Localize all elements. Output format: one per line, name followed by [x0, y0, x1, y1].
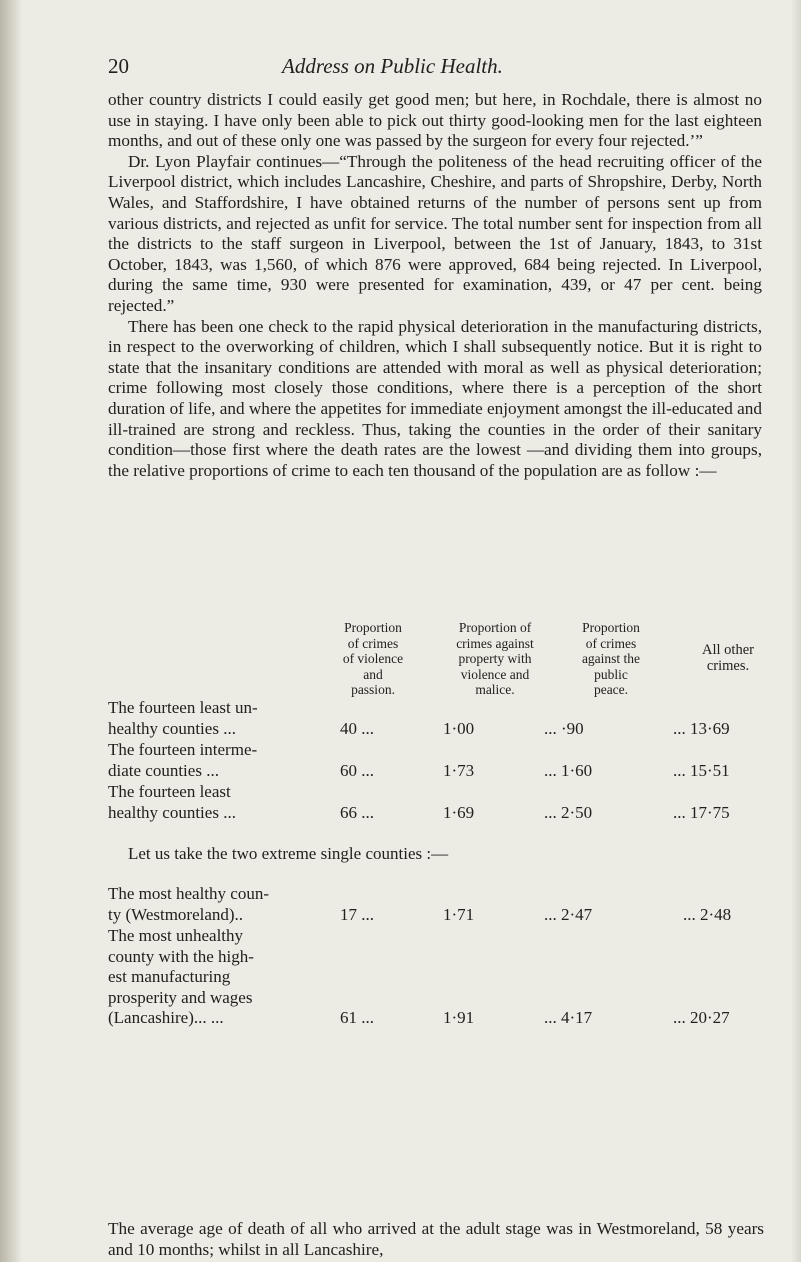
table-row-label [108, 926, 254, 1029]
paragraph: Dr. Lyon Playfair continues—“Through the politeness of the head recruiting officer of the Liverpool district, which includes Lancashire, Cheshire, and parts of Shropshire, Derby, North Wales, and Staffordshire, I have obtained returns of the number of persons sent up from various districts, and rejected as unfit for service. The total number sent for inspection from all the districts to the staff surgeon in Liverpool, between the 1st of January, 1843, to 31st October, 1843, was 1,560, of which 876 were approved, 684 being rejected. In Liverpool, during the same time, 930 were presented for examination, 439, or 47 per cent. being rejected.” [108, 151, 762, 315]
column-header-other [688, 642, 768, 674]
column-header-line: public [594, 666, 628, 682]
column-header-property [430, 620, 560, 698]
column-header-line: of crimes [347, 635, 399, 651]
table-cell: 1·00 [443, 719, 475, 738]
table-cell: ... 2·47 [544, 905, 593, 924]
paragraph: There has been one check to the rapid physical deterioration in the manufacturing districts, in respect to the overworking of children, which I shall subsequently notice. But it is right to state that the insanitary conditions are attended with moral as well as physical deterioration; crime following most closely those conditions, where there is a perception of the short duration of life, and where the appetites for immediate enjoyment amongst the ill-educated and ill-trained are strong and reckless. Thus, taking the counties in the order of their sanitary condition—those first where the death rates are the lowest —and dividing them into groups, the relative proportions of crime to each ten thousand of the population are as follow :— [108, 316, 762, 480]
column-header-line: Proportion [582, 620, 640, 635]
table-cell: ... 2·50 [544, 803, 593, 822]
column-header-line: malice. [475, 682, 515, 697]
table-cell: ... 1·60 [544, 761, 593, 780]
extremes-intro: Let us take the two extreme single counties :— [128, 844, 449, 863]
table-cell: 66 ... [340, 803, 374, 822]
body-text [108, 90, 762, 481]
table-cell: ... 15·51 [673, 761, 730, 780]
running-title: Address on Public Health. [282, 54, 503, 78]
table-row-label [108, 698, 258, 739]
table-cell: 61 ... [340, 1008, 374, 1027]
row-label-line: The most healthy coun- [108, 884, 269, 903]
table-cell: ... ·90 [544, 719, 584, 738]
row-label-line: ty (Westmoreland).. [108, 904, 244, 924]
row-label-line: healthy counties ... [108, 802, 236, 822]
table-cell: ... 13·69 [673, 719, 730, 738]
table-row-label [108, 782, 236, 823]
page-number: 20 [108, 54, 129, 78]
page-gutter-shadow [0, 0, 22, 1262]
column-header-line: violence and [460, 666, 530, 682]
table-cell: ... 2·48 [683, 905, 732, 924]
column-header-public-peace [556, 620, 666, 698]
row-label-line: est manufacturing [108, 967, 231, 986]
row-label-line: county with the high- [108, 946, 254, 966]
table-row-label [108, 884, 269, 925]
column-header-line: crimes against [456, 635, 534, 651]
row-label-line: The fourteen least [108, 782, 231, 801]
row-label-line: The fourteen interme- [108, 740, 258, 759]
column-header-line: against the [581, 651, 641, 666]
page-header [108, 54, 741, 84]
column-header-line: and [363, 666, 383, 682]
closing-text [108, 1219, 764, 1260]
row-label-line: healthy counties ... [108, 718, 236, 738]
column-header-line: All other [702, 642, 754, 658]
column-header-line: crimes. [706, 658, 750, 674]
table-row-label [108, 740, 257, 781]
column-header-line: Proportion [344, 620, 402, 635]
column-header-line: peace. [593, 682, 629, 697]
row-label-line: prosperity and wages [108, 987, 253, 1007]
table-cell: 60 ... [340, 761, 374, 780]
column-header-line: Proportion of [458, 620, 532, 635]
table-cell: ... 20·27 [673, 1008, 730, 1027]
table-cell: 17 ... [340, 905, 374, 924]
table-cell: ... 17·75 [673, 803, 730, 822]
row-label-line: (Lancashire)... ... [108, 1008, 224, 1027]
column-header-violence [323, 620, 423, 698]
table-cell: 1·71 [443, 905, 475, 924]
table-cell: 40 ... [340, 719, 374, 738]
row-label-line: diate counties ... [108, 760, 219, 780]
row-label-line: The most unhealthy [108, 926, 244, 945]
column-header-line: passion. [351, 682, 395, 697]
page-edge-shadow [791, 0, 801, 1262]
column-header-line: property with [458, 651, 532, 666]
paragraph: The average age of death of all who arrived at the adult stage was in Westmoreland, 58 years and 10 months; whilst in all Lancashire, [108, 1219, 764, 1259]
row-label-line: The fourteen least un- [108, 698, 258, 717]
column-header-line: of violence [342, 651, 404, 666]
table-cell: 1·73 [443, 761, 475, 780]
table-cell: 1·91 [443, 1008, 475, 1027]
table-cell: 1·69 [443, 803, 475, 822]
paragraph: other country districts I could easily get good men; but here, in Rochdale, there is almost no use in staying. I have only been able to pick out thirty good-looking men for the last eighteen months, and out of these only one was passed by the surgeon for every four rejected.’” [108, 90, 762, 151]
column-header-line: of crimes [585, 635, 637, 651]
table-cell: ... 4·17 [544, 1008, 593, 1027]
